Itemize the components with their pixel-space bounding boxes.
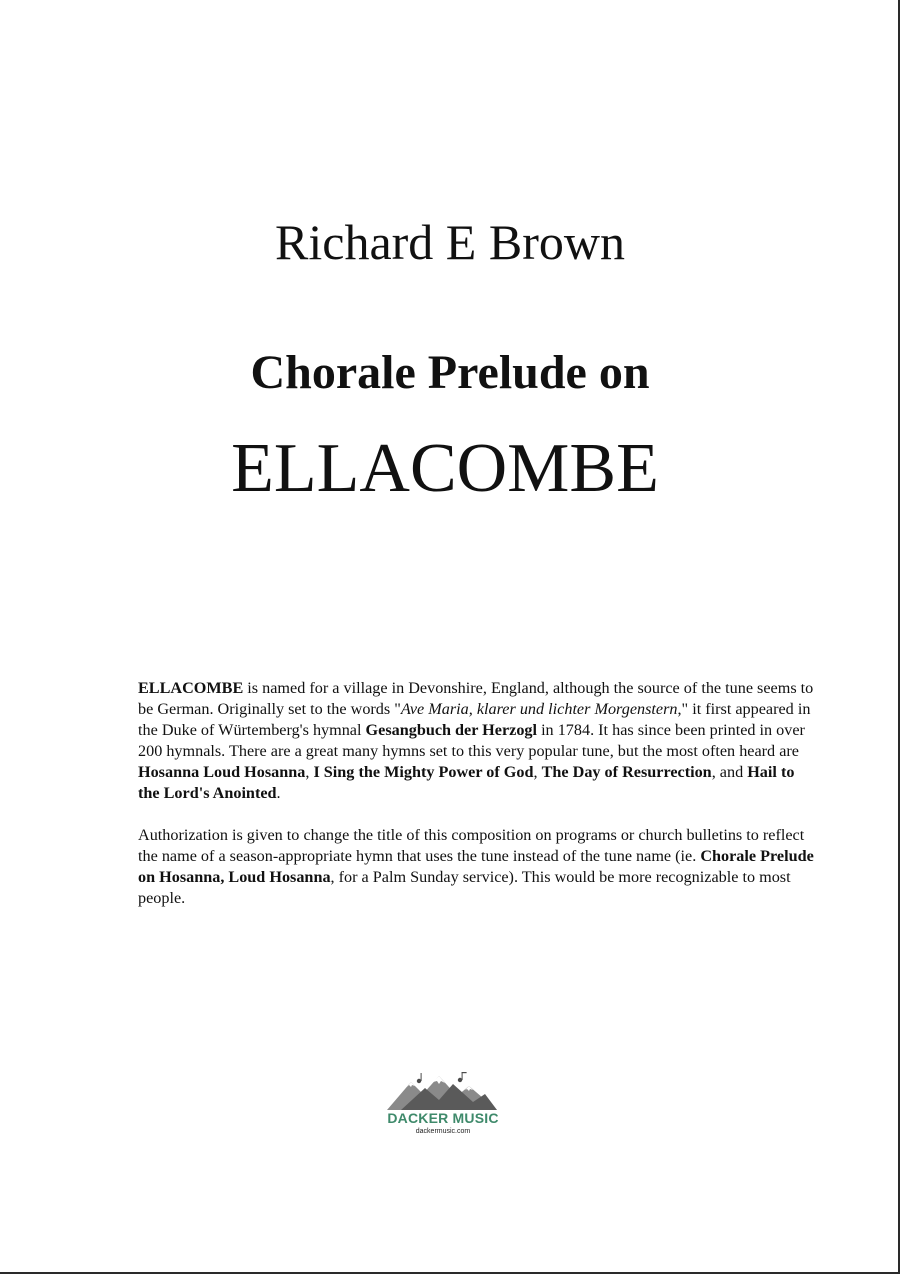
text-span: Authorization is given to change the title of this composition on programs or church bulletins to reflect the name of a season-appropriate hymn that uses the tune instead of the tune name (ie. bbox=[138, 826, 805, 865]
text-span: , bbox=[533, 763, 542, 781]
text-span: . bbox=[276, 784, 281, 802]
text-span: , bbox=[305, 763, 314, 781]
original-words-italic: Ave Maria, klarer und lichter Morgenstern bbox=[400, 700, 678, 718]
logo-url-text: dackermusic.com bbox=[415, 1128, 471, 1135]
hymn-title-bold: I Sing the Mighty Power of God bbox=[313, 763, 534, 781]
mountain-music-notes-icon bbox=[381, 1072, 505, 1112]
logo-brand-name: DACKER MUSIC bbox=[387, 1110, 499, 1126]
tune-name-bold: ELLACOMBE bbox=[138, 679, 244, 697]
text-span: in 1784. It has since been printed in over 200 hymnals. There are a great many hymns set to this very popular tune, but the most often heard are bbox=[138, 721, 805, 760]
text-span: ," it first appeared in the Duke of Würtemberg's hymnal bbox=[138, 700, 811, 739]
description-paragraph-1 bbox=[138, 678, 814, 804]
text-span: , for a Palm Sunday service). This would be more recognizable to most people. bbox=[138, 868, 791, 907]
hymn-title-bold: The Day of Resurrection bbox=[541, 763, 712, 781]
hymn-title-bold: Hail to the Lord's Anointed bbox=[138, 763, 795, 802]
piece-subtitle: Chorale Prelude on bbox=[250, 346, 650, 399]
tune-title: ELLACOMBE bbox=[231, 430, 659, 507]
description-paragraph-2 bbox=[138, 825, 814, 909]
text-span: is named for a village in Devonshire, England, although the source of the tune seems to be German. Originally set to the words " bbox=[138, 679, 814, 718]
hymn-title-bold: Hosanna Loud Hosanna bbox=[138, 763, 306, 781]
dacker-music-logo bbox=[381, 1072, 505, 1142]
composer-name: Richard E Brown bbox=[275, 214, 625, 270]
alternate-title-bold: Chorale Prelude on Hosanna, Loud Hosanna bbox=[138, 847, 814, 886]
hymnal-name-bold: Gesangbuch der Herzogl bbox=[365, 721, 538, 739]
text-span: , and bbox=[711, 763, 748, 781]
description-text bbox=[138, 678, 814, 930]
